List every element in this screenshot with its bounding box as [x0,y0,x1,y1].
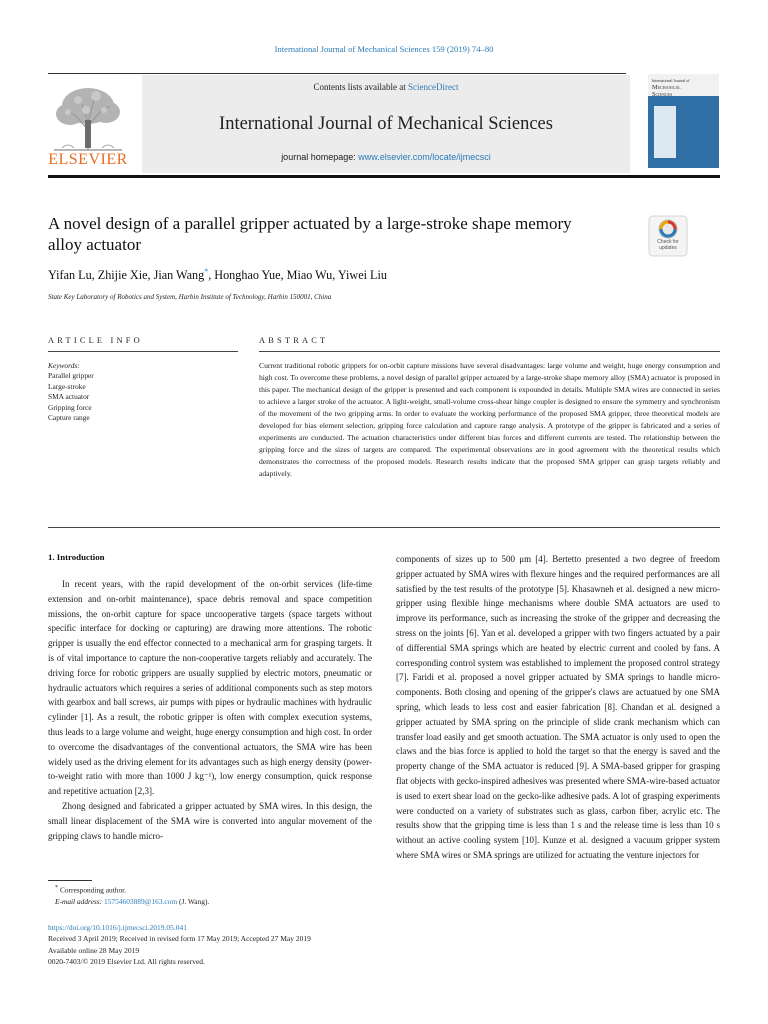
email-label: E-mail address: [55,896,103,906]
doi-link[interactable]: https://doi.org/10.1016/j.ijmecsci.2019.05.041 [48,923,188,932]
article-info-heading: ARTICLE INFO [48,336,143,345]
email-suffix: (J. Wang). [179,896,210,906]
footnote-divider [48,880,92,881]
author-email-link[interactable]: 15754603889@163.com [104,896,178,906]
keywords-label: Keywords: [48,361,80,370]
footnote-marker: * [55,885,59,891]
top-divider [48,73,626,74]
journal-title: International Journal of Mechanical Sciences [219,114,553,134]
keyword: SMA actuator [48,392,90,402]
article-info-divider [48,351,238,352]
abstract-bottom-divider [48,527,720,528]
publication-info [48,922,448,967]
cover-title [652,77,716,99]
introduction-heading: 1. Introduction [48,552,105,562]
cover-title-line: International Journal of [652,78,690,83]
author-list [48,267,648,283]
masthead-bottom-divider [48,175,720,178]
keyword: Gripping force [48,402,92,412]
sciencedirect-link[interactable]: ScienceDirect [408,82,459,92]
author-affiliation: State Key Laboratory of Robotics and System, Harbin Institute of Technology, Harbin 150001, China [48,293,332,301]
abstract-heading: ABSTRACT [259,336,329,345]
authors-text: Yifan Lu, Zhijie Xie, Jian Wang [48,268,205,283]
cover-title-line: Sciences [652,91,673,99]
authors-text: , Honghao Yue, Miao Wu, Yiwei Liu [208,268,387,283]
abstract-text: Current traditional robotic grippers for on-orbit capture missions have several disadvantages: large volume and weight, huge energy consumption and high cost. To overcome these problems, a novel design of parallel gripper actuated by a large-stroke shape memory alloy (SMA) actuator is proposed in this paper. The mechanical design of the gripper is presented and each component is expounded in details. Multiple SMA wires are connected in series to achieve a larger stroke of the actuator. A light-weight, small-volume cross-shear hinge coupler is designed to ensure the symmetry and synchronism of the movement of the two gripping arms. In order to evaluate the working performance of the proposed SMA gripper, three theoretical models are developed for bias element selection, gripping force calculation and capture range analysis. A prototype of the gripper is fabricated and a series of experiments are conducted. The actuation characteristics under different bias forces and different currents are tested. The relationship between the gripping force and the sizes of targets are compared. The experimental observations are in good agreement with the theoretical results which demonstrates the correctness of the proposed models. Research results indicate that the proposed SMA gripper can grasp targets reliably and adaptively. [259,361,720,479]
cover-graphic [654,106,676,158]
body-paragraph: In recent years, with the rapid development of the on-orbit services (life-time extension and on-orbit maintenance), space debris removal and space competition missions, the on-orbit capture for space uncooperative targets (space targets without specific interface for docking or capturing) are drawing more attentions. The robotic gripper is usually the end effector connected to a mechanical arm for grasping targets. It is of vital importance to capture the non-cooperative targets reliably and accurately. The driving force for robotic grippers are usually supplied by electric motors, pneumatic or hydraulic actuators which requires a series of additional components such as step motors with gearbox and ball screws, air pumps with pipes or hydraulic machines with hydraulic cylinder [1]. As a result, the robotic gripper is often with complex execution systems, thus leads to a large volume and weight, huge energy consumption and high cost. In order to overcome the disadvantages of the conventional actuators, the SMA wire has been widely used as the driving element for its advantages such as high energy density (power-to-weight ratio with more than 1000 J kg⁻¹), low energy consumption, quick response and repetitive actuation [2,3]. [48,579,372,797]
journal-cover-thumbnail[interactable] [648,74,719,168]
body-paragraph: Zhong designed and fabricated a gripper actuated by SMA wires. In this design, the small linear displacement of the SMA wire is converted into angular movement of the gripping claws to handle micro- [48,800,372,841]
keyword: Parallel gripper [48,371,94,381]
keyword: Large-stroke [48,381,86,391]
article-title: A novel design of a parallel gripper actuated by a large-stroke shape memory alloy actuator [48,214,572,254]
corresponding-author-footnote [55,883,365,907]
journal-reference-link[interactable]: International Journal of Mechanical Sciences 159 (2019) 74–80 [274,44,494,54]
elsevier-wordmark[interactable]: ELSEVIER [48,151,128,168]
copyright-notice: 0020-7403/© 2019 Elsevier Ltd. All rights reserved. [48,956,205,966]
body-right-column [396,552,720,863]
contents-prefix: Contents lists available at [313,82,406,92]
body-left-column [48,577,372,843]
received-dates: Received 3 April 2019; Received in revised form 17 May 2019; Accepted 27 May 2019 [48,934,311,944]
journal-homepage-line [142,152,630,162]
keywords-block [48,361,238,423]
body-paragraph: components of sizes up to 500 μm [4]. Bertetto presented a two degree of freedom gripper actuated by SMA wires with flexure hinges and the required performances are all satisfied by the test results of the prototype [5]. Khasawneh et al. designed a new micro-gripper using flexible hinge mechanisms where double SMA actuators are used to improve its performance, such as increasing the stroke of the gripper and decreasing the stress on the joints [6]. Yan et al. developed a gripper with two fingers actuated by a pair of differential SMA springs which are heated by electric current and cooled by fans. A corresponding control system was established to implement the proposed control strategy [7]. Faridi et al. proposed a novel gripper actuated by SMA springs to handle micro-components. Both closing and opening of the gripper's claws are actuatued by one SMA spring, which leads to less cost and easier fabrication [8]. Chandan et al. designed a gripper actuated by SMA spring on the principle of slide crank mechanism which can transfer load easily and get smooth actuation. The SMA actuator is only used to open the claws and the bias force is applied to hold the target so that the energy is saved and the property change of the SMA actuator is reduced [9]. A SMA-based gripper for grasping flat objects with gecko-inspired adhesives was presented where SMA-wire-based actuator is used to exert shear load on the gecko-like adhesive pads. A lot of grasping experiments were conducted on a variety of substrates such as glass, carbon fiber, acrylic etc. The results show that the gripping time is less than 1 s and the release time is less than 10 s without an active cooling system [10]. Kunze et al. designed a vacuum gripper system where SMA wires or SMA springs are utilized for actuating the venture injectors for [396,554,720,860]
corresponding-author-label: Corresponding author. [59,885,127,895]
contents-available-line [142,82,630,92]
homepage-prefix: journal homepage: [281,152,356,162]
corresponding-author-marker[interactable]: * [204,267,209,276]
available-online-date: Available online 28 May 2019 [48,945,140,955]
cover-title-line: Mechanical [652,84,681,92]
abstract-divider [259,351,720,352]
homepage-link[interactable]: www.elsevier.com/locate/ijmecsci [358,152,491,162]
keyword: Capture range [48,413,90,423]
check-for-updates-label: Check for updates [657,239,679,251]
